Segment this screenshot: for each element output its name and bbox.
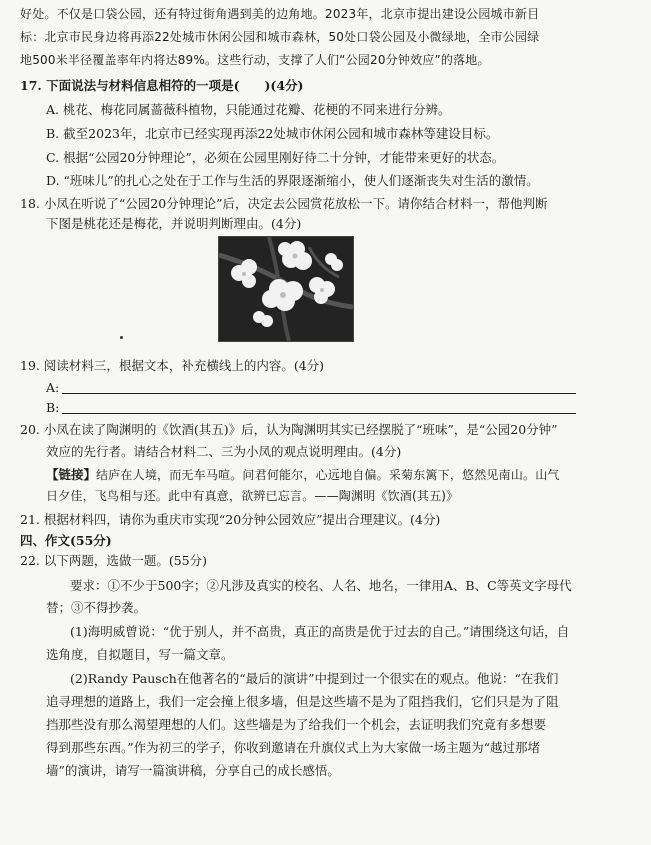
q19-blank-a-label: A: [46,380,60,395]
q22-opt2-line-1: (2)Randy Pausch在他著名的“最后的演讲”中提到过一个很实在的观点。他说：“在我们 [70,671,559,686]
q17-option-d: D. “班味儿”的扎心之处在于工作与生活的界限逐渐缩小，使人们逐渐丧失对生活的激情。 [46,173,539,188]
blossom-photo [218,236,354,342]
q20-link-text-1: 结庐在人境，而无车马喧。问君何能尔，心远地自偏。采菊东篱下，悠然见南山。山气 [96,468,560,482]
q22-stem: 22. 以下两题，选做一题。(55分) [20,553,208,568]
q21-stem: 21. 根据材料四，请你为重庆市实现“20分钟公园效应”提出合理建议。(4分) [20,512,441,527]
intro-line-2: 标：北京市民身边将再添22处城市休闲公园和城市森林，50处口袋公园及小微绿地，全市公园绿 [20,30,540,44]
q19-blank-a-line [62,393,576,394]
q22-req-line-2: 替；③不得抄袭。 [46,600,147,615]
intro-line-1: 好处。不仅是口袋公园，还有特过街角遇到美的边角地。2023年，北京市提出建设公园城市新目 [20,7,540,21]
q18-line-2: 下图是桃花还是梅花，并说明判断理由。(4分) [46,216,302,231]
q22-opt2-line-2: 追寻理想的道路上，我们一定会撞上很多墙，但是这些墙不是为了阻挡我们，它们只是为了阻 [46,694,559,709]
q20-link-label: 【链接】 [46,467,97,482]
q22-req-line-1: 要求：①不少于500字；②凡涉及真实的校名、人名、地名，一律用A、B、C等英文字母代 [70,578,572,593]
q19-blank-b-line [62,413,576,414]
section-4-title: 四、作文(55分) [20,533,112,548]
q19-stem: 19. 阅读材料三，根据文本，补充横线上的内容。(4分) [20,358,325,373]
q22-opt1-line-1: (1)海明威曾说：“优于别人，并不高贵，真正的高贵是优于过去的自己。”请围绕这句话，自 [70,624,570,639]
speck-mark [120,336,123,339]
q17-option-a: A. 桃花、梅花同属蔷薇科植物，只能通过花瓣、花梗的不同来进行分辨。 [46,102,451,117]
q22-opt2-line-4: 得到那些东西。”作为初三的学子，你收到邀请在升旗仪式上为大家做一场主题为“越过那堵 [46,740,541,755]
intro-line-3: 地500米半径覆盖率年内将达89%。这些行动，支撑了人们“公园20分钟效应”的落地。 [20,53,490,67]
q22-opt2-line-3: 挡那些没有那么渴望理想的人们。这些墙是为了给我们一个机会，去证明我们究竟有多想要 [46,717,547,732]
q22-opt1-line-2: 选角度，自拟题目，写一篇文章。 [46,647,234,662]
q18-line-1: 18. 小凤在听说了“公园20分钟理论”后，决定去公园赏花放松一下。请你结合材料一，帮他判断 [20,196,548,211]
q19-blank-b-label: B: [46,400,60,415]
q20-line-2: 效应的先行者。请结合材料二、三为小凤的观点说明理由。(4分) [46,444,402,459]
q22-opt2-line-5: 墙”的演讲，请写一篇演讲稿，分享自己的成长感悟。 [46,763,340,778]
q17-option-b: B. 截至2023年，北京市已经实现再添22处城市休闲公园和城市森林等建设目标。 [46,126,499,141]
q20-line-1: 20. 小凤在读了陶渊明的《饮酒(其五)》后，认为陶渊明其实已经摆脱了“班味”，是“公园20分钟” [20,422,558,437]
q17-stem: 17. 下面说法与材料信息相符的一项是( )(4分) [20,78,304,93]
q20-link-line-2: 日夕佳，飞鸟相与还。此中有真意，欲辨已忘言。——陶渊明《饮酒(其五)》 [46,489,459,503]
q17-option-c: C. 根据“公园20分钟理论”，必须在公园里刚好待二十分钟，才能带来更好的状态。 [46,150,505,165]
q20-link-line-1 [46,467,560,483]
blossom-image-icon [219,237,353,341]
